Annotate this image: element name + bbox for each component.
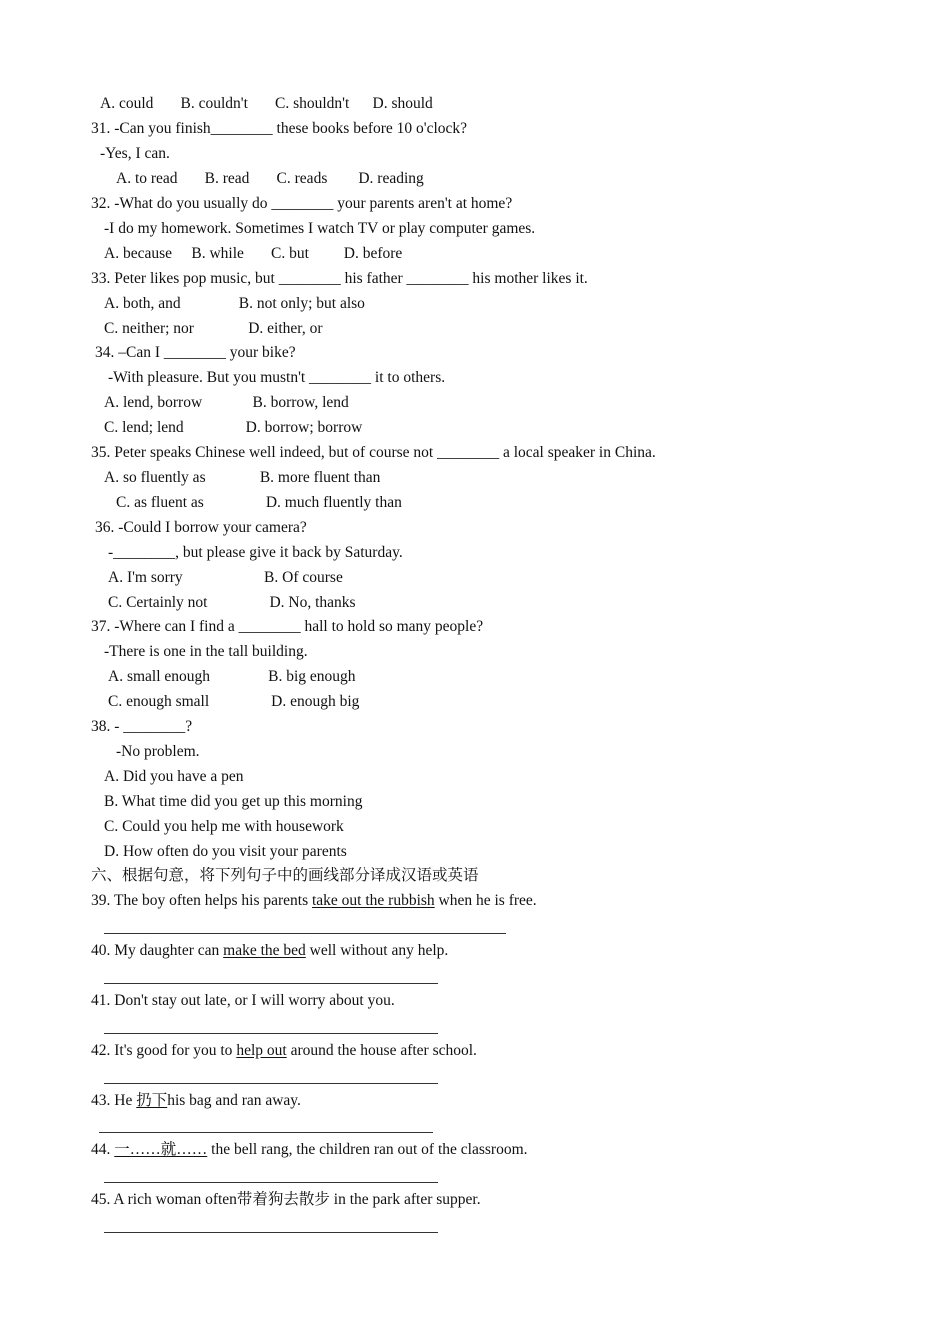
q40-underlined-phrase: make the bed [223,942,306,959]
q37-answer: -There is one in the tall building. [104,643,308,660]
section6-heading: 六、根据句意，将下列句子中的画线部分译成汉语或英语 [91,867,479,884]
q36-options-row1: A. I'm sorry B. Of course [108,569,343,586]
q40-sentence: 40. My daughter can make the bed well without any help. [91,942,449,959]
q32-question: 32. -What do you usually do ________ your parents aren't at home? [91,195,513,212]
q38-option-a: A. Did you have a pen [104,768,244,785]
q33-options-row2: C. neither; nor D. either, or [104,320,323,337]
q43-underlined-phrase: 扔下 [136,1092,168,1109]
q42-sentence: 42. It's good for you to help out around the house after school. [91,1042,477,1059]
q36-question: 36. -Could I borrow your camera? [95,519,307,536]
q38-question: 38. - ________? [91,718,193,735]
q41-answer-line[interactable] [104,1033,438,1034]
q45-sentence: 45. A rich woman often带着狗去散步 in the park after supper. [91,1191,481,1208]
q30-options: A. could B. couldn't C. shouldn't D. should [100,95,433,112]
q39-underlined-phrase: take out the rubbish [311,892,435,909]
q36-answer: -________, but please give it back by Saturday. [108,544,403,561]
q40-answer-line[interactable] [104,983,438,984]
q31-question: 31. -Can you finish________ these books before 10 o'clock? [91,120,468,137]
q39-sentence: 39. The boy often helps his parents take out the rubbish when he is free. [91,892,537,909]
q37-question: 37. -Where can I find a ________ hall to hold so many people? [91,618,484,635]
q33-options-row1: A. both, and B. not only; but also [104,295,365,312]
q32-options: A. because B. while C. but D. before [104,245,403,262]
q42-underlined-phrase: help out [236,1042,287,1059]
q34-answer: -With pleasure. But you mustn't ________ it to others. [108,369,446,386]
q42-answer-line[interactable] [104,1083,438,1084]
q43-sentence: 43. He 扔下his bag and ran away. [91,1092,301,1109]
q41-sentence: 41. Don't stay out late, or I will worry about you. [91,992,395,1009]
q43-answer-line[interactable] [99,1132,433,1133]
q44-sentence: 44. 一……就…… the bell rang, the children ran out of the classroom. [91,1141,528,1158]
q32-answer: -I do my homework. Sometimes I watch TV or play computer games. [104,220,536,237]
q36-options-row2: C. Certainly not D. No, thanks [108,594,356,611]
q44-answer-line[interactable] [104,1182,438,1183]
q31-answer: -Yes, I can. [100,145,170,162]
q44-underlined-phrase: 一……就…… [114,1141,208,1158]
q45-answer-line[interactable] [104,1232,438,1233]
q35-options-row1: A. so fluently as B. more fluent than [104,469,381,486]
q38-answer: -No problem. [116,743,200,760]
q38-option-b: B. What time did you get up this morning [104,793,363,810]
q34-options-row1: A. lend, borrow B. borrow, lend [104,394,349,411]
q37-options-row2: C. enough small D. enough big [108,693,360,710]
q39-answer-line[interactable] [104,933,506,934]
q38-option-c: C. Could you help me with housework [104,818,344,835]
q31-options: A. to read B. read C. reads D. reading [116,170,424,187]
q35-question: 35. Peter speaks Chinese well indeed, but of course not ________ a local speaker in China. [91,444,656,461]
q33-question: 33. Peter likes pop music, but ________ his father ________ his mother likes it. [91,270,588,287]
q38-option-d: D. How often do you visit your parents [104,843,347,860]
q34-options-row2: C. lend; lend D. borrow; borrow [104,419,363,436]
q34-question: 34. –Can I ________ your bike? [95,344,296,361]
q35-options-row2: C. as fluent as D. much fluently than [116,494,402,511]
q37-options-row1: A. small enough B. big enough [108,668,356,685]
